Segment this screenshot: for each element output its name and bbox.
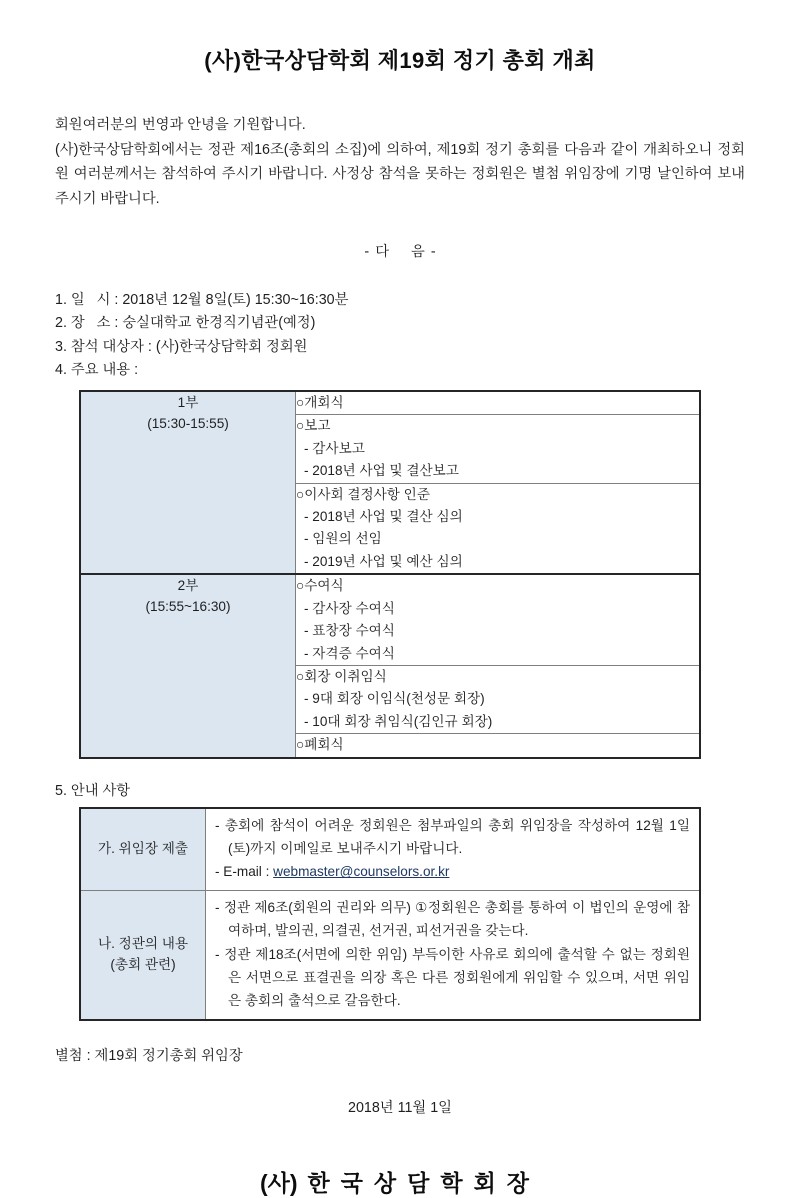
separator-dash-right: - — [430, 244, 436, 261]
intro-body: (사)한국상담학회에서는 정관 제16조(총회의 소집)에 의하여, 제19회 정기 총회를 다음과 같이 개최하오니 정회원 여러분께서는 참석하여 주시기 바랍니다. 사정상 참석을 못하는 정회원은 별첨 위임장에 기명 날인하여 보내 주시기 바랍니다. — [55, 141, 745, 207]
program-table — [79, 390, 701, 759]
program-group-head: ○회장 이취임식 — [296, 669, 387, 684]
notice-label-bylaws — [80, 890, 206, 1019]
program-group-head: ○개회식 — [296, 394, 344, 410]
notice-body-bylaws — [206, 890, 701, 1019]
program-sub-item: - 표창장 수여식 — [304, 623, 395, 639]
program-group-2-3 — [296, 734, 701, 758]
program-group-1-2 — [296, 415, 701, 483]
notice-paragraph: - 정관 제6조(회원의 권리와 의무) ①정회원은 총회를 통하여 이 법인의 운영에 참여하며, 발의권, 의결권, 선거권, 피선거권을 갖는다. — [215, 899, 690, 939]
list-item-attendees: 3. 참석 대상자 : (사)한국상담학회 정회원 — [55, 338, 308, 355]
notice-email-prefix: - E-mail : — [215, 864, 274, 880]
program-sub-item: - 2018년 사업 및 결산 심의 — [304, 509, 463, 525]
program-sub-item: - 임원의 선임 — [304, 531, 382, 547]
signature-prefix: (사) — [259, 1169, 298, 1196]
list-item-place: 2. 장 소 : 숭실대학교 한경직기념관(예정) — [55, 315, 316, 332]
signature-name: 한국상담학회장 — [307, 1169, 541, 1196]
program-part-label-1 — [80, 391, 296, 574]
program-group-head: ○이사회 결정사항 인준 — [296, 486, 430, 502]
program-group-head: ○보고 — [296, 418, 331, 434]
program-group-2-1 — [296, 575, 701, 665]
program-sub-item: - 자격증 수여식 — [304, 645, 395, 661]
table-row-part1 — [80, 391, 700, 415]
separator-word-second: 음 — [411, 244, 425, 261]
notice-paragraph: - 총회에 참석이 어려운 정회원은 첨부파일의 총회 위임장을 작성하여 12월 1일(토)까지 이메일로 보내주시기 바랍니다. — [215, 817, 690, 857]
list-item-date: 1. 일 시 : 2018년 12월 8일(토) 15:30~16:30분 — [55, 292, 349, 309]
program-group-head: ○폐회식 — [296, 737, 344, 753]
notice-table — [79, 807, 701, 1021]
notice-heading: 5. 안내 사항 — [55, 782, 131, 799]
next-separator — [55, 241, 745, 261]
notice-paragraph: - 정관 제18조(서면에 의한 위임) 부득이한 사유로 회의에 출석할 수 없는 정회원은 서면으로 표결권을 의장 혹은 다른 정회원에게 위임할 수 있으며, 서면 위임은 총회의 출석으로 갈음한다. — [215, 946, 690, 1009]
notice-label-line1: 나. 정관의 내용 — [97, 936, 189, 952]
document-date: 2018년 11월 1일 — [348, 1099, 452, 1116]
notice-email-line — [215, 860, 690, 883]
intro-greeting: 회원여러분의 번영과 안녕을 기원합니다. — [55, 117, 306, 133]
signature-line — [55, 1165, 745, 1198]
program-part-label-2 — [80, 575, 296, 757]
table-row-part2 — [80, 575, 700, 665]
part-time: (15:55~16:30) — [145, 599, 231, 615]
notice-label-line1: 가. 위임장 제출 — [97, 841, 189, 857]
notice-body-proxy — [206, 808, 701, 891]
program-group-head: ○수여식 — [296, 578, 344, 594]
list-item-agenda: 4. 주요 내용 : — [55, 361, 139, 378]
program-sub-item: - 9대 회장 이임식(천성문 회장) — [304, 691, 485, 707]
part-name: 1부 — [177, 394, 199, 410]
program-sub-item: - 10대 회장 취임식(김인규 회장) — [304, 713, 493, 729]
notice-label-proxy — [80, 808, 206, 891]
program-sub-item: - 감사장 수여식 — [304, 600, 395, 616]
program-sub-item: - 감사보고 — [304, 440, 365, 456]
table-row-bylaws — [80, 890, 700, 1019]
detail-list — [55, 289, 745, 382]
program-group-2-2 — [296, 666, 701, 734]
email-link[interactable]: webmaster@counselors.or.kr — [273, 864, 450, 880]
notice-label-line2: (총회 관련) — [110, 956, 176, 972]
program-group-1-3 — [296, 483, 701, 574]
intro-paragraphs — [55, 113, 745, 211]
separator-word-first: 다 — [375, 244, 389, 261]
program-sub-item: - 2018년 사업 및 결산보고 — [304, 463, 459, 479]
page-title: (사)한국상담학회 제19회 정기 총회 개최 — [204, 48, 596, 73]
program-group-1-1 — [296, 391, 701, 415]
program-sub-item: - 2019년 사업 및 예산 심의 — [304, 553, 463, 569]
table-row-proxy-submission — [80, 808, 700, 891]
attachment-note: 별첨 : 제19회 정기총회 위임장 — [55, 1047, 243, 1064]
separator-dash-left: - — [364, 244, 370, 261]
part-name: 2부 — [177, 578, 199, 594]
part-time: (15:30-15:55) — [147, 416, 229, 431]
